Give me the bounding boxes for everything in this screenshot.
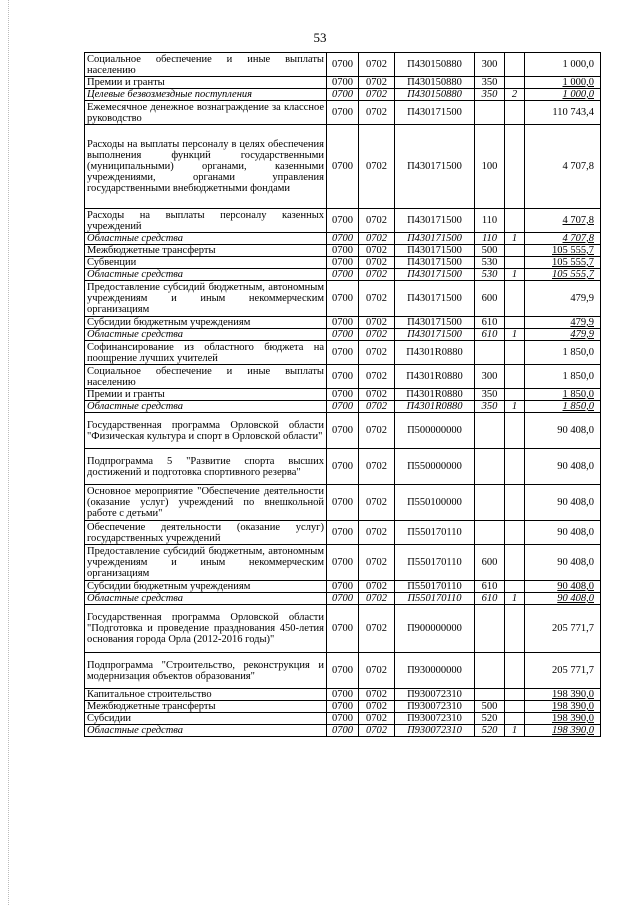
- row-name: Субсидии бюджетным учреждениям: [85, 317, 327, 329]
- row-name: Областные средства: [85, 269, 327, 281]
- row-section: 0700: [327, 329, 359, 341]
- row-expense-type: 610: [475, 317, 505, 329]
- row-amount: 1 000,0: [525, 89, 601, 101]
- row-target-article: П430171500: [395, 281, 475, 317]
- row-expense-type: [475, 449, 505, 485]
- row-section: 0700: [327, 101, 359, 125]
- row-funding-source: 1: [505, 725, 525, 737]
- row-funding-source: [505, 653, 525, 689]
- row-name: Целевые безвозмездные поступления: [85, 89, 327, 101]
- row-expense-type: 500: [475, 245, 505, 257]
- table-row: [85, 413, 601, 449]
- row-section: 0700: [327, 257, 359, 269]
- row-section: 0700: [327, 701, 359, 713]
- row-expense-type: 110: [475, 209, 505, 233]
- row-amount: 479,9: [525, 281, 601, 317]
- row-name: Социальное обеспечение и иные выплаты населению: [85, 365, 327, 389]
- row-amount: 105 555,7: [525, 269, 601, 281]
- row-section: 0700: [327, 653, 359, 689]
- row-target-article: П550170110: [395, 581, 475, 593]
- row-section: 0700: [327, 53, 359, 77]
- table-row: [85, 593, 601, 605]
- row-subsection: 0702: [359, 581, 395, 593]
- row-expense-type: 610: [475, 593, 505, 605]
- row-subsection: 0702: [359, 713, 395, 725]
- row-target-article: П430171500: [395, 317, 475, 329]
- row-funding-source: [505, 281, 525, 317]
- row-subsection: 0702: [359, 269, 395, 281]
- row-section: 0700: [327, 521, 359, 545]
- table-row: [85, 89, 601, 101]
- row-expense-type: [475, 521, 505, 545]
- row-expense-type: [475, 653, 505, 689]
- row-funding-source: [505, 701, 525, 713]
- row-target-article: П930000000: [395, 653, 475, 689]
- row-funding-source: 1: [505, 269, 525, 281]
- row-funding-source: 1: [505, 233, 525, 245]
- row-name: Областные средства: [85, 329, 327, 341]
- row-subsection: 0702: [359, 605, 395, 653]
- row-amount: 110 743,4: [525, 101, 601, 125]
- row-funding-source: 2: [505, 89, 525, 101]
- row-expense-type: 530: [475, 257, 505, 269]
- table-row: [85, 389, 601, 401]
- row-target-article: П550000000: [395, 449, 475, 485]
- row-expense-type: [475, 485, 505, 521]
- row-section: 0700: [327, 209, 359, 233]
- row-subsection: 0702: [359, 545, 395, 581]
- row-expense-type: [475, 605, 505, 653]
- row-target-article: П900000000: [395, 605, 475, 653]
- row-expense-type: 600: [475, 281, 505, 317]
- row-subsection: 0702: [359, 53, 395, 77]
- row-expense-type: 300: [475, 53, 505, 77]
- row-subsection: 0702: [359, 449, 395, 485]
- table-row: [85, 101, 601, 125]
- row-subsection: 0702: [359, 317, 395, 329]
- row-target-article: П430150880: [395, 53, 475, 77]
- table-row: [85, 245, 601, 257]
- table-row: [85, 125, 601, 209]
- row-target-article: П430171500: [395, 269, 475, 281]
- row-funding-source: 1: [505, 329, 525, 341]
- row-amount: 90 408,0: [525, 413, 601, 449]
- row-name: Субсидии бюджетным учреждениям: [85, 581, 327, 593]
- table-row: [85, 329, 601, 341]
- row-expense-type: 350: [475, 77, 505, 89]
- row-funding-source: [505, 209, 525, 233]
- row-subsection: 0702: [359, 365, 395, 389]
- row-expense-type: 300: [475, 365, 505, 389]
- row-funding-source: [505, 53, 525, 77]
- row-funding-source: [505, 605, 525, 653]
- row-funding-source: [505, 125, 525, 209]
- row-target-article: П430150880: [395, 77, 475, 89]
- row-funding-source: [505, 341, 525, 365]
- row-expense-type: 500: [475, 701, 505, 713]
- row-expense-type: 350: [475, 389, 505, 401]
- row-target-article: П430150880: [395, 89, 475, 101]
- row-section: 0700: [327, 485, 359, 521]
- row-subsection: 0702: [359, 689, 395, 701]
- row-target-article: П930072310: [395, 689, 475, 701]
- row-name: Капитальное строительство: [85, 689, 327, 701]
- row-section: 0700: [327, 389, 359, 401]
- row-section: 0700: [327, 233, 359, 245]
- row-funding-source: [505, 101, 525, 125]
- row-section: 0700: [327, 713, 359, 725]
- table-row: [85, 725, 601, 737]
- row-target-article: П930072310: [395, 725, 475, 737]
- row-funding-source: [505, 713, 525, 725]
- row-amount: 1 850,0: [525, 401, 601, 413]
- row-amount: 4 707,8: [525, 233, 601, 245]
- row-subsection: 0702: [359, 485, 395, 521]
- row-section: 0700: [327, 281, 359, 317]
- row-funding-source: [505, 365, 525, 389]
- budget-table: [84, 52, 601, 737]
- row-name: Ежемесячное денежное вознаграждение за классное руководство: [85, 101, 327, 125]
- row-subsection: 0702: [359, 125, 395, 209]
- row-amount: 90 408,0: [525, 581, 601, 593]
- row-subsection: 0702: [359, 389, 395, 401]
- table-row: [85, 485, 601, 521]
- row-target-article: П550170110: [395, 545, 475, 581]
- row-section: 0700: [327, 245, 359, 257]
- row-expense-type: 520: [475, 713, 505, 725]
- row-subsection: 0702: [359, 77, 395, 89]
- table-row: [85, 605, 601, 653]
- row-amount: 90 408,0: [525, 485, 601, 521]
- row-funding-source: [505, 545, 525, 581]
- row-section: 0700: [327, 449, 359, 485]
- table-row: [85, 53, 601, 77]
- row-target-article: П550170110: [395, 593, 475, 605]
- row-name: Межбюджетные трансферты: [85, 245, 327, 257]
- row-target-article: П930072310: [395, 701, 475, 713]
- row-target-article: П430171500: [395, 101, 475, 125]
- table-row: [85, 281, 601, 317]
- row-funding-source: [505, 689, 525, 701]
- row-section: 0700: [327, 413, 359, 449]
- row-expense-type: [475, 341, 505, 365]
- row-amount: 105 555,7: [525, 257, 601, 269]
- row-name: Государственная программа Орловской области "Подготовка и проведение празднования 450-летия основания города Орла (2012-2016 годы)": [85, 605, 327, 653]
- row-amount: 198 390,0: [525, 713, 601, 725]
- row-expense-type: 610: [475, 329, 505, 341]
- table-row: [85, 257, 601, 269]
- row-subsection: 0702: [359, 653, 395, 689]
- row-section: 0700: [327, 593, 359, 605]
- row-expense-type: [475, 101, 505, 125]
- row-expense-type: 110: [475, 233, 505, 245]
- row-funding-source: 1: [505, 401, 525, 413]
- row-target-article: П4301R0880: [395, 341, 475, 365]
- row-name: Подпрограмма "Строительство, реконструкция и модернизация объектов образования": [85, 653, 327, 689]
- row-expense-type: 350: [475, 89, 505, 101]
- row-amount: 4 707,8: [525, 125, 601, 209]
- row-amount: 198 390,0: [525, 701, 601, 713]
- row-target-article: П4301R0880: [395, 401, 475, 413]
- row-section: 0700: [327, 269, 359, 281]
- row-section: 0700: [327, 125, 359, 209]
- row-subsection: 0702: [359, 413, 395, 449]
- row-target-article: П430171500: [395, 209, 475, 233]
- row-section: 0700: [327, 689, 359, 701]
- row-funding-source: [505, 245, 525, 257]
- row-section: 0700: [327, 605, 359, 653]
- row-name: Областные средства: [85, 593, 327, 605]
- row-subsection: 0702: [359, 701, 395, 713]
- row-amount: 90 408,0: [525, 521, 601, 545]
- row-name: Областные средства: [85, 233, 327, 245]
- row-name: Социальное обеспечение и иные выплаты населению: [85, 53, 327, 77]
- table-row: [85, 209, 601, 233]
- row-expense-type: 600: [475, 545, 505, 581]
- row-subsection: 0702: [359, 245, 395, 257]
- table-body: [85, 53, 601, 737]
- table-row: [85, 341, 601, 365]
- row-name: Подпрограмма 5 "Развитие спорта высших достижений и подготовка спортивного резерва": [85, 449, 327, 485]
- table-row: [85, 521, 601, 545]
- row-funding-source: [505, 317, 525, 329]
- row-section: 0700: [327, 581, 359, 593]
- table-row: [85, 713, 601, 725]
- row-name: Расходы на выплаты персоналу казенных учреждений: [85, 209, 327, 233]
- row-name: Межбюджетные трансферты: [85, 701, 327, 713]
- table-row: [85, 365, 601, 389]
- row-expense-type: 610: [475, 581, 505, 593]
- row-expense-type: [475, 413, 505, 449]
- row-name: Основное мероприятие "Обеспечение деятельности (оказание услуг) учреждений по внешкольной работе с детьми": [85, 485, 327, 521]
- row-amount: 90 408,0: [525, 449, 601, 485]
- row-amount: 1 000,0: [525, 53, 601, 77]
- row-funding-source: [505, 413, 525, 449]
- row-target-article: П430171500: [395, 257, 475, 269]
- row-amount: 198 390,0: [525, 725, 601, 737]
- table-row: [85, 317, 601, 329]
- row-target-article: П430171500: [395, 245, 475, 257]
- row-subsection: 0702: [359, 257, 395, 269]
- row-amount: 1 000,0: [525, 77, 601, 89]
- row-target-article: П430171500: [395, 125, 475, 209]
- row-expense-type: 100: [475, 125, 505, 209]
- row-target-article: П550100000: [395, 485, 475, 521]
- row-subsection: 0702: [359, 341, 395, 365]
- row-name: Софинансирование из областного бюджета на поощрение лучших учителей: [85, 341, 327, 365]
- row-target-article: П550170110: [395, 521, 475, 545]
- row-expense-type: 350: [475, 401, 505, 413]
- row-subsection: 0702: [359, 593, 395, 605]
- row-amount: 4 707,8: [525, 209, 601, 233]
- row-amount: 205 771,7: [525, 605, 601, 653]
- table-row: [85, 689, 601, 701]
- table-row: [85, 449, 601, 485]
- row-amount: 90 408,0: [525, 593, 601, 605]
- row-funding-source: [505, 485, 525, 521]
- row-target-article: П4301R0880: [395, 389, 475, 401]
- row-section: 0700: [327, 545, 359, 581]
- row-funding-source: 1: [505, 593, 525, 605]
- row-amount: 1 850,0: [525, 365, 601, 389]
- page-number: 53: [313, 30, 327, 45]
- row-target-article: П4301R0880: [395, 365, 475, 389]
- row-name: Областные средства: [85, 725, 327, 737]
- row-target-article: П500000000: [395, 413, 475, 449]
- table-row: [85, 653, 601, 689]
- table-row: [85, 401, 601, 413]
- row-subsection: 0702: [359, 521, 395, 545]
- row-section: 0700: [327, 77, 359, 89]
- row-section: 0700: [327, 341, 359, 365]
- row-funding-source: [505, 449, 525, 485]
- row-amount: 1 850,0: [525, 389, 601, 401]
- row-name: Государственная программа Орловской области "Физическая культура и спорт в Орловской области": [85, 413, 327, 449]
- row-subsection: 0702: [359, 401, 395, 413]
- row-name: Премии и гранты: [85, 389, 327, 401]
- table-row: [85, 701, 601, 713]
- row-subsection: 0702: [359, 329, 395, 341]
- row-name: Расходы на выплаты персоналу в целях обеспечения выполнения функций государственными (муниципальными) органами, казенными учреждениями, органами управления государственными внебюджетными фондами: [85, 125, 327, 209]
- row-amount: 105 555,7: [525, 245, 601, 257]
- binding-margin: [8, 0, 9, 905]
- row-funding-source: [505, 257, 525, 269]
- row-expense-type: 520: [475, 725, 505, 737]
- row-expense-type: [475, 689, 505, 701]
- table-row: [85, 269, 601, 281]
- row-section: 0700: [327, 89, 359, 101]
- row-name: Обеспечение деятельности (оказание услуг) государственных учреждений: [85, 521, 327, 545]
- row-funding-source: [505, 389, 525, 401]
- row-subsection: 0702: [359, 209, 395, 233]
- row-name: Областные средства: [85, 401, 327, 413]
- row-funding-source: [505, 77, 525, 89]
- row-target-article: П930072310: [395, 713, 475, 725]
- table-row: [85, 545, 601, 581]
- row-amount: 90 408,0: [525, 545, 601, 581]
- row-amount: 1 850,0: [525, 341, 601, 365]
- row-subsection: 0702: [359, 233, 395, 245]
- row-name: Премии и гранты: [85, 77, 327, 89]
- row-section: 0700: [327, 365, 359, 389]
- row-section: 0700: [327, 401, 359, 413]
- row-amount: 479,9: [525, 317, 601, 329]
- row-expense-type: 530: [475, 269, 505, 281]
- table-row: [85, 77, 601, 89]
- row-amount: 479,9: [525, 329, 601, 341]
- row-section: 0700: [327, 725, 359, 737]
- row-target-article: П430171500: [395, 329, 475, 341]
- table-row: [85, 233, 601, 245]
- row-target-article: П430171500: [395, 233, 475, 245]
- row-name: Предоставление субсидий бюджетным, автономным учреждениям и иным некоммерческим организациям: [85, 545, 327, 581]
- row-name: Предоставление субсидий бюджетным, автономным учреждениям и иным некоммерческим организациям: [85, 281, 327, 317]
- row-subsection: 0702: [359, 281, 395, 317]
- row-subsection: 0702: [359, 725, 395, 737]
- row-funding-source: [505, 581, 525, 593]
- row-subsection: 0702: [359, 89, 395, 101]
- row-name: Субсидии: [85, 713, 327, 725]
- row-section: 0700: [327, 317, 359, 329]
- row-amount: 205 771,7: [525, 653, 601, 689]
- row-amount: 198 390,0: [525, 689, 601, 701]
- row-funding-source: [505, 521, 525, 545]
- row-subsection: 0702: [359, 101, 395, 125]
- table-row: [85, 581, 601, 593]
- row-name: Субвенции: [85, 257, 327, 269]
